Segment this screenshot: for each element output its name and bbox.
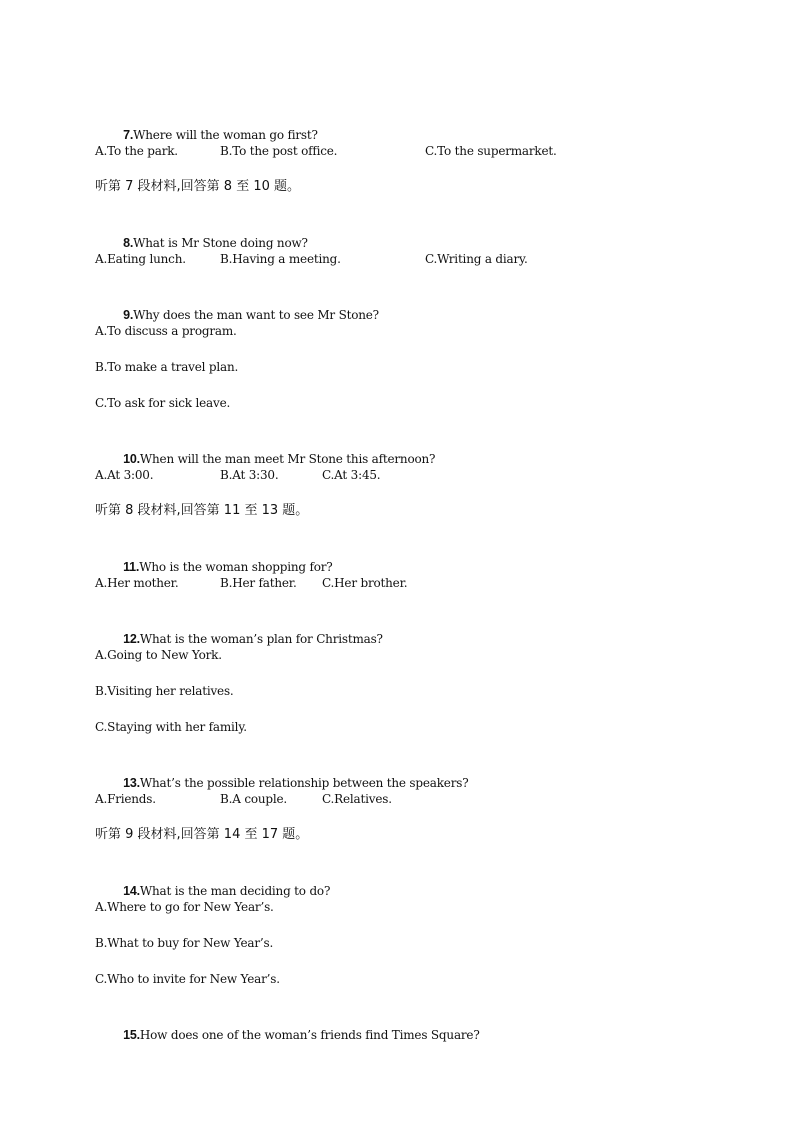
- options-row-10: [95, 465, 695, 485]
- option-a: A.To the park.: [95, 144, 178, 158]
- option-b: B.To make a travel plan.: [95, 360, 239, 374]
- question-7: [95, 105, 318, 142]
- question-number: 13.: [123, 776, 140, 790]
- question-text: What is the man deciding to do?: [139, 884, 331, 898]
- question-12: [95, 609, 383, 646]
- option-c: C.To ask for sick leave.: [95, 396, 231, 410]
- options-row-13: [95, 789, 695, 809]
- question-number: 7.: [123, 128, 134, 142]
- option-c: C.Her brother.: [322, 576, 408, 590]
- options-row-8: [95, 249, 695, 269]
- question-9: [95, 285, 379, 322]
- option-b: B.Having a meeting.: [220, 252, 341, 266]
- section-heading: 听第 8 段材料,回答第 11 至 13 题。: [95, 503, 309, 518]
- option-c: C.Staying with her family.: [95, 720, 247, 734]
- question-11: [95, 537, 333, 574]
- question-number: 14.: [123, 884, 140, 898]
- question-text: How does one of the woman’s friends find Times Square?: [139, 1028, 480, 1042]
- option-a: A.Going to New York.: [95, 648, 222, 662]
- option-a: A.Eating lunch.: [95, 252, 186, 266]
- option-a: A.Her mother.: [95, 576, 179, 590]
- option-b: B.Her father.: [220, 576, 297, 590]
- question-text: Where will the woman go first?: [133, 128, 318, 142]
- option-c: C.Relatives.: [322, 792, 392, 806]
- question-14: [95, 861, 331, 898]
- question-8: [95, 213, 308, 250]
- question-number: 15.: [123, 1028, 140, 1042]
- question-number: 9.: [123, 308, 134, 322]
- question-number: 8.: [123, 236, 134, 250]
- question-number: 12.: [123, 632, 140, 646]
- option-b: B.What to buy for New Year’s.: [95, 936, 274, 950]
- option-c: C.Who to invite for New Year’s.: [95, 972, 280, 986]
- option-b: B.At 3:30.: [220, 468, 279, 482]
- section-heading: 听第 9 段材料,回答第 14 至 17 题。: [95, 827, 309, 842]
- question-text: What’s the possible relationship between the speakers?: [139, 776, 469, 790]
- question-text: Who is the woman shopping for?: [139, 560, 333, 574]
- question-text: What is Mr Stone doing now?: [133, 236, 308, 250]
- option-b: B.Visiting her relatives.: [95, 684, 234, 698]
- option-a: A.At 3:00.: [95, 468, 154, 482]
- option-c: C.Writing a diary.: [425, 252, 528, 266]
- question-text: When will the man meet Mr Stone this afternoon?: [139, 452, 436, 466]
- option-b: B.A couple.: [220, 792, 288, 806]
- question-number: 11.: [123, 560, 140, 574]
- option-c: C.At 3:45.: [322, 468, 381, 482]
- question-15: [95, 1005, 480, 1042]
- question-text: Why does the man want to see Mr Stone?: [133, 308, 379, 322]
- question-13: [95, 753, 469, 790]
- section-heading: 听第 7 段材料,回答第 8 至 10 题。: [95, 179, 301, 194]
- option-b: B.To the post office.: [220, 144, 338, 158]
- option-a: A.To discuss a program.: [95, 324, 237, 338]
- option-a: A.Friends.: [95, 792, 156, 806]
- question-number: 10.: [123, 452, 140, 466]
- question-text: What is the woman’s plan for Christmas?: [139, 632, 383, 646]
- options-row-11: [95, 573, 695, 593]
- options-row-7: [95, 141, 695, 161]
- option-c: C.To the supermarket.: [425, 144, 557, 158]
- question-10: [95, 429, 436, 466]
- option-a: A.Where to go for New Year’s.: [95, 900, 274, 914]
